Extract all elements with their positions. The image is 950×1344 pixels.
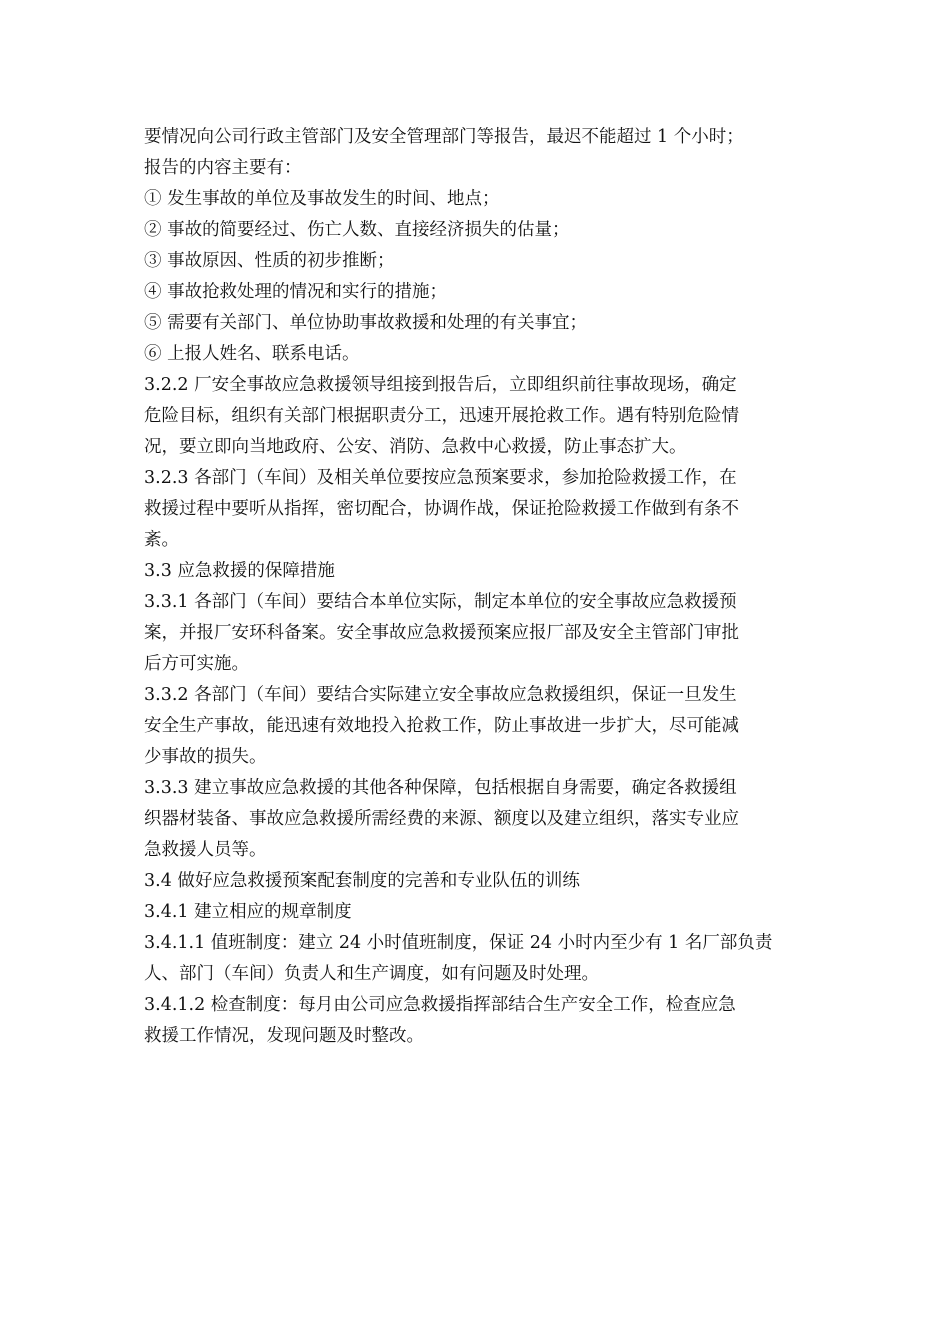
text-line: 3.4.1 建立相应的规章制度 — [144, 902, 352, 922]
text-line: 3.3.3 建立事故应急救援的其他各种保障，包括根据自身需要，确定各救援组 — [144, 778, 737, 798]
paragraph — [144, 773, 808, 866]
text-line: ④ 事故抢救处理的情况和实行的措施； — [144, 282, 448, 302]
text-line: 3.3.1 各部门（车间）要结合本单位实际，制定本单位的安全事故应急救援预 — [144, 592, 737, 612]
text-line: 要情况向公司行政主管部门及安全管理部门等报告，最迟不能超过 1 个小时； — [144, 127, 744, 147]
text-line: 3.4.1.2 检查制度：每月由公司应急救援指挥部结合生产安全工作，检查应急 — [144, 995, 736, 1015]
paragraph — [144, 866, 808, 897]
paragraph — [144, 897, 808, 928]
text-line: 3.3.2 各部门（车间）要结合实际建立安全事故应急救援组织，保证一旦发生 — [144, 685, 737, 705]
paragraph — [144, 153, 808, 184]
paragraph — [144, 339, 808, 370]
text-line: 况，要立即向当地政府、公安、消防、急救中心救援，防止事态扩大。 — [144, 437, 687, 457]
paragraph — [144, 680, 808, 773]
text-line: ⑤ 需要有关部门、单位协助事故救援和处理的有关事宜； — [144, 313, 588, 333]
text-line: ⑥ 上报人姓名、联系电话。 — [144, 344, 360, 364]
text-line: 救援过程中要听从指挥，密切配合，协调作战，保证抢险救援工作做到有条不 — [144, 499, 739, 519]
text-line: 安全生产事故，能迅速有效地投入抢救工作，防止事故进一步扩大，尽可能减 — [144, 716, 739, 736]
text-line: 3.2.2 厂安全事故应急救援领导组接到报告后，立即组织前往事故现场，确定 — [144, 375, 737, 395]
paragraph — [144, 122, 808, 153]
paragraph — [144, 184, 808, 215]
paragraph — [144, 928, 808, 990]
paragraph — [144, 277, 808, 308]
text-line: ③ 事故原因、性质的初步推断； — [144, 251, 395, 271]
document-body — [144, 122, 808, 1052]
text-line: ② 事故的简要经过、伤亡人数、直接经济损失的估量； — [144, 220, 570, 240]
paragraph — [144, 990, 808, 1052]
paragraph — [144, 308, 808, 339]
text-line: 人、部门（车间）负责人和生产调度，如有问题及时处理。 — [144, 964, 599, 984]
text-line: 紊。 — [144, 530, 179, 550]
text-line: ① 发生事故的单位及事故发生的时间、地点； — [144, 189, 500, 209]
text-line: 救援工作情况，发现问题及时整改。 — [144, 1026, 424, 1046]
paragraph — [144, 370, 808, 463]
text-line: 危险目标，组织有关部门根据职责分工，迅速开展抢救工作。遇有特别危险情 — [144, 406, 739, 426]
text-line: 3.3 应急救援的保障措施 — [144, 561, 335, 581]
text-line: 急救援人员等。 — [144, 840, 267, 860]
text-line: 3.4 做好应急救援预案配套制度的完善和专业队伍的训练 — [144, 871, 580, 891]
text-line: 后方可实施。 — [144, 654, 249, 674]
text-line: 案，并报厂安环科备案。安全事故应急救援预案应报厂部及安全主管部门审批 — [144, 623, 739, 643]
paragraph — [144, 246, 808, 277]
paragraph — [144, 587, 808, 680]
text-line: 少事故的损失。 — [144, 747, 267, 767]
text-line: 3.4.1.1 值班制度：建立 24 小时值班制度，保证 24 小时内至少有 1 名厂部负责 — [144, 933, 773, 953]
paragraph — [144, 463, 808, 556]
paragraph — [144, 556, 808, 587]
text-line: 报告的内容主要有： — [144, 158, 302, 178]
text-line: 织器材装备、事故应急救援所需经费的来源、额度以及建立组织，落实专业应 — [144, 809, 739, 829]
text-line: 3.2.3 各部门（车间）及相关单位要按应急预案要求，参加抢险救援工作，在 — [144, 468, 737, 488]
paragraph — [144, 215, 808, 246]
